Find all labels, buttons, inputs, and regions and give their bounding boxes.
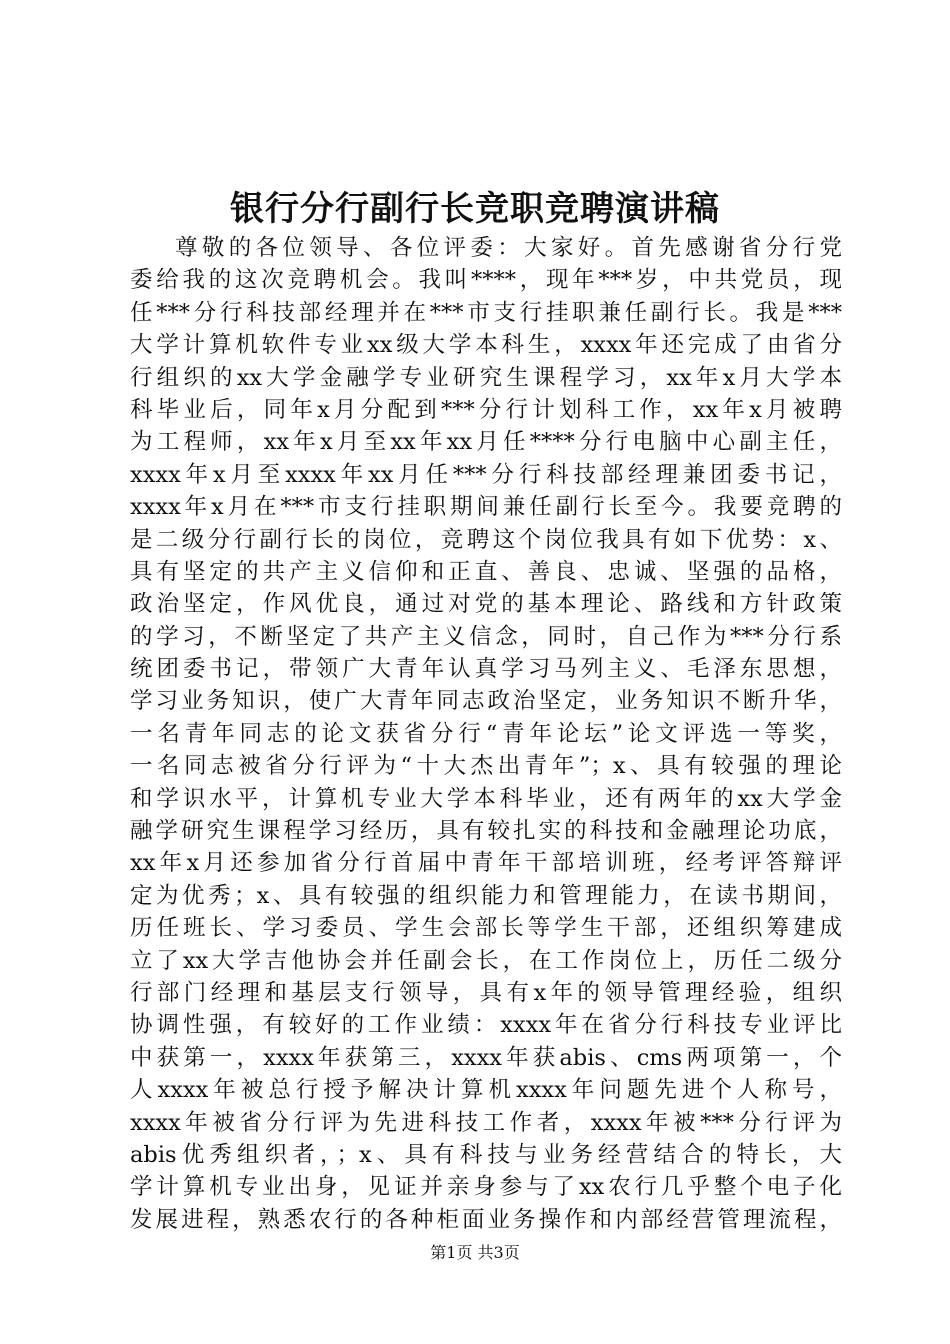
body-line: 为工程师，xx年x月至xx年xx月任****分行电脑中心副主任， (130, 429, 842, 456)
body-line: abis优秀组织者，；x、具有科技与业务经营结合的特长，大 (130, 1141, 842, 1168)
body-line: 科毕业后，同年x月分配到***分行计划科工作，xx年x月被聘 (130, 396, 842, 423)
document-body (130, 232, 842, 1236)
body-line: xxxx年x月至xxxx年xx月任***分行科技部经理兼团委书记， (130, 461, 842, 488)
body-line: xx年x月还参加省分行首届中青年干部培训班，经考评答辩评 (130, 850, 842, 877)
body-line: 人xxxx年被总行授予解决计算机xxxx年问题先进个人称号， (130, 1077, 842, 1104)
body-line: 大学计算机软件专业xx级大学本科生，xxxx年还完成了由省分 (130, 332, 842, 359)
body-line: 发展进程，熟悉农行的各种柜面业务操作和内部经营管理流程， (130, 1206, 842, 1233)
body-line: 政治坚定，作风优良，通过对党的基本理论、路线和方针政策 (130, 591, 842, 618)
body-line: 和学识水平，计算机专业大学本科毕业，还有两年的xx大学金 (130, 785, 842, 812)
body-line: 委给我的这次竞聘机会。我叫****，现年***岁，中共党员，现 (130, 267, 842, 294)
body-line: 一名同志被省分行评为“十大杰出青年”；x、具有较强的理论 (130, 753, 842, 780)
body-line: 是二级分行副行长的岗位，竞聘这个岗位我具有如下优势：x、 (130, 526, 842, 553)
body-line: 学计算机专业出身，见证并亲身参与了xx农行几乎整个电子化 (130, 1174, 842, 1201)
body-line: 尊敬的各位领导、各位评委：大家好。首先感谢省分行党 (175, 235, 842, 261)
body-line: 融学研究生课程学习经历，具有较扎实的科技和金融理论功底， (130, 818, 842, 845)
body-line: 一名青年同志的论文获省分行“青年论坛”论文评选一等奖， (130, 720, 842, 747)
body-line: 协调性强，有较好的工作业绩：xxxx年在省分行科技专业评比 (130, 1012, 842, 1039)
body-line: 中获第一，xxxx年获第三，xxxx年获abis、cms两项第一，个 (130, 1044, 842, 1071)
body-line: 立了xx大学吉他协会并任副会长，在工作岗位上，历任二级分 (130, 947, 842, 974)
body-line: xxxx年x月在***市支行挂职期间兼任副行长至今。我要竞聘的 (130, 494, 842, 521)
body-line: xxxx年被省分行评为先进科技工作者，xxxx年被***分行评为 (130, 1109, 842, 1136)
body-line: 历任班长、学习委员、学生会部长等学生干部，还组织筹建成 (130, 915, 842, 942)
body-line: 具有坚定的共产主义信仰和正直、善良、忠诚、坚强的品格， (130, 558, 842, 585)
body-line: 定为优秀；x、具有较强的组织能力和管理能力，在读书期间， (130, 882, 842, 909)
body-line: 行部门经理和基层支行领导，具有x年的领导管理经验，组织 (130, 979, 842, 1006)
body-line: 的学习，不断坚定了共产主义信念，同时，自己作为***分行系 (130, 623, 842, 650)
body-line: 任***分行科技部经理并在***市支行挂职兼任副行长。我是*** (130, 299, 842, 326)
body-line: 统团委书记，带领广大青年认真学习马列主义、毛泽东思想， (130, 656, 842, 683)
document-title: 银行分行副行长竞职竞聘演讲稿 (230, 189, 720, 229)
body-line: 行组织的xx大学金融学专业研究生课程学习，xx年x月大学本 (130, 364, 842, 391)
body-line: 学习业务知识，使广大青年同志政治坚定，业务知识不断升华， (130, 688, 842, 715)
page-number-footer: 第1页 共3页 (430, 1243, 520, 1262)
